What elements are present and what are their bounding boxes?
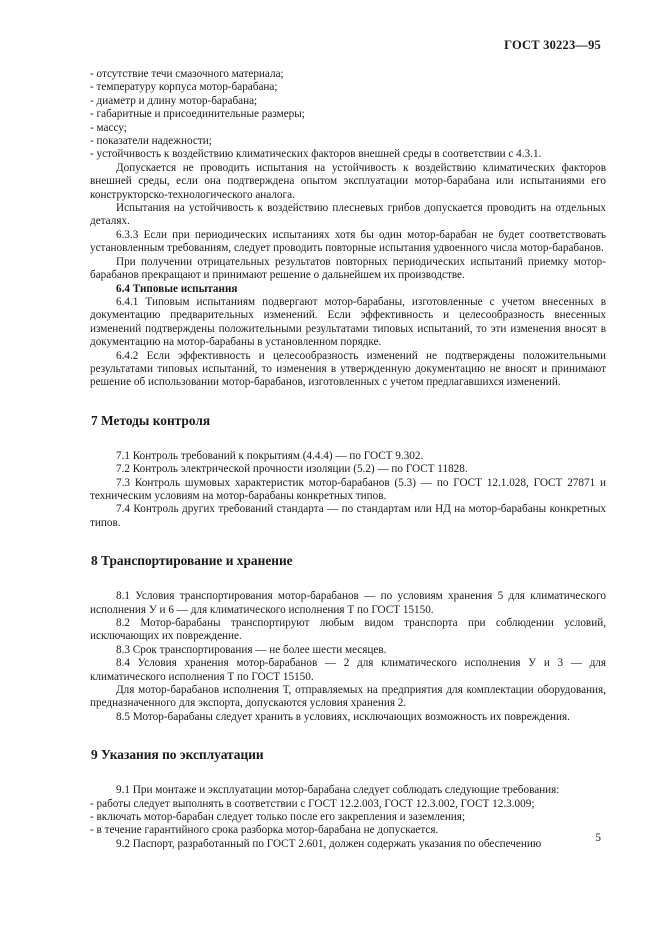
- paragraph-8-3: 8.3 Срок транспортирования — не более шести месяцев.: [116, 643, 387, 656]
- subsection-heading-6-4: 6.4 Типовые испытания: [116, 282, 238, 295]
- section-heading-8: 8 Транспортирование и хранение: [91, 553, 293, 569]
- paragraph: Для мотор-барабанов исполнения Т, отправляемых на предприятия для комплектации оборудования, предназначенного для экспорта, допускаются условия хранения 2.: [90, 684, 606, 710]
- paragraph: Испытания на устойчивость к воздействию плесневых грибов допускается проводить на отдельных деталях.: [90, 202, 606, 228]
- list-item: - устойчивость к воздействию климатических факторов внешней среды в соответствии с 4.3.1.: [90, 148, 542, 161]
- list-item: - габаритные и присоединительные размеры;: [90, 108, 305, 121]
- paragraph-6-4-2: 6.4.2 Если эффективность и целесообразность изменений не подтверждены положительными результатами типовых испытаний, то изменения в утвержденную документацию не вносят и принимают решение об использовании мотор-барабанов, изготовленных с учетом предлагавшихся изменений.: [90, 349, 606, 389]
- paragraph: Допускается не проводить испытания на устойчивость к воздействию климатических факторов внешней среды, если она подтверждена опытом эксплуатации мотор-барабана или испытаниями его конструкторско-технологического аналога.: [90, 161, 606, 201]
- paragraph: При получении отрицательных результатов повторных периодических испытаний приемку мотор-барабанов прекращают и принимают решение о дальнейшем их производстве.: [90, 255, 606, 282]
- paragraph-6-4-1: 6.4.1 Типовым испытаниям подвергают мотор-барабаны, изготовленные с учетом внесенных в документацию предварительных изменений. Если эффективность и целесообразность внесенных изменений подтверждены положительными результатами типовых испытаний, то эти изменения вносят в документацию на мотор-барабаны в установленном порядке.: [90, 295, 606, 349]
- list-item: - диаметр и длину мотор-барабана;: [90, 94, 258, 107]
- paragraph-9-2: 9.2 Паспорт, разработанный по ГОСТ 2.601, должен содержать указания по обеспечению: [116, 837, 542, 850]
- list-item: - показатели надежности;: [90, 135, 212, 148]
- list-item: - отсутствие течи смазочного материала;: [90, 68, 284, 80]
- paragraph-8-4: 8.4 Условия хранения мотор-барабанов — 2 для климатического исполнения У и 3 — для климатического исполнения Т по ГОСТ 15150.: [90, 657, 606, 683]
- paragraph-7-1: 7.1 Контроль требований к покрытиям (4.4.4) — по ГОСТ 9.302.: [116, 449, 424, 462]
- paragraph-9-1: 9.1 При монтаже и эксплуатации мотор-барабана следует соблюдать следующие требования:: [116, 784, 560, 797]
- paragraph-8-5: 8.5 Мотор-барабаны следует хранить в условиях, исключающих возможность их повреждения.: [116, 710, 570, 723]
- list-item: - массу;: [90, 121, 127, 134]
- list-item: - работы следует выполнять в соответствии с ГОСТ 12.2.003, ГОСТ 12.3.002, ГОСТ 12.3.009;: [90, 797, 535, 810]
- paragraph-8-2: 8.2 Мотор-барабаны транспортируют любым видом транспорта при соблюдении условий, исключающих их повреждение.: [90, 617, 606, 643]
- paragraph-6-3-3: 6.3.3 Если при периодических испытаниях хотя бы один мотор-барабан не будет соответствовать установленным требованиям, следует проводить повторные испытания удвоенного числа мотор-барабанов.: [90, 228, 606, 255]
- paragraph-7-3: 7.3 Контроль шумовых характеристик мотор-барабанов (5.3) — по ГОСТ 12.1.028, ГОСТ 27871 и техническим условиям на мотор-барабаны конкретных типов.: [90, 476, 606, 502]
- document-code-header: ГОСТ 30223—95: [504, 38, 601, 52]
- section-heading-9: 9 Указания по эксплуатации: [91, 747, 264, 763]
- section-heading-7: 7 Методы контроля: [91, 412, 211, 428]
- list-item: - в течение гарантийного срока разборка мотор-барабана не допускается.: [90, 824, 439, 837]
- page-number: 5: [595, 832, 601, 844]
- list-item: - включать мотор-барабан следует только после его закрепления и заземления;: [90, 811, 466, 824]
- page-body: [90, 68, 606, 851]
- list-item: - температуру корпуса мотор-барабана;: [90, 81, 278, 94]
- test-list: [90, 68, 606, 162]
- paragraph-7-4: 7.4 Контроль других требований стандарта — по стандартам или НД на мотор-барабаны конкретных типов.: [90, 503, 606, 529]
- paragraph-7-2: 7.2 Контроль электрической прочности изоляции (5.2) — по ГОСТ 11828.: [116, 463, 468, 476]
- paragraph-8-1: 8.1 Условия транспортирования мотор-барабанов — по условиям хранения 5 для климатического исполнения У и 6 — для климатического исполнения Т по ГОСТ 15150.: [90, 590, 606, 616]
